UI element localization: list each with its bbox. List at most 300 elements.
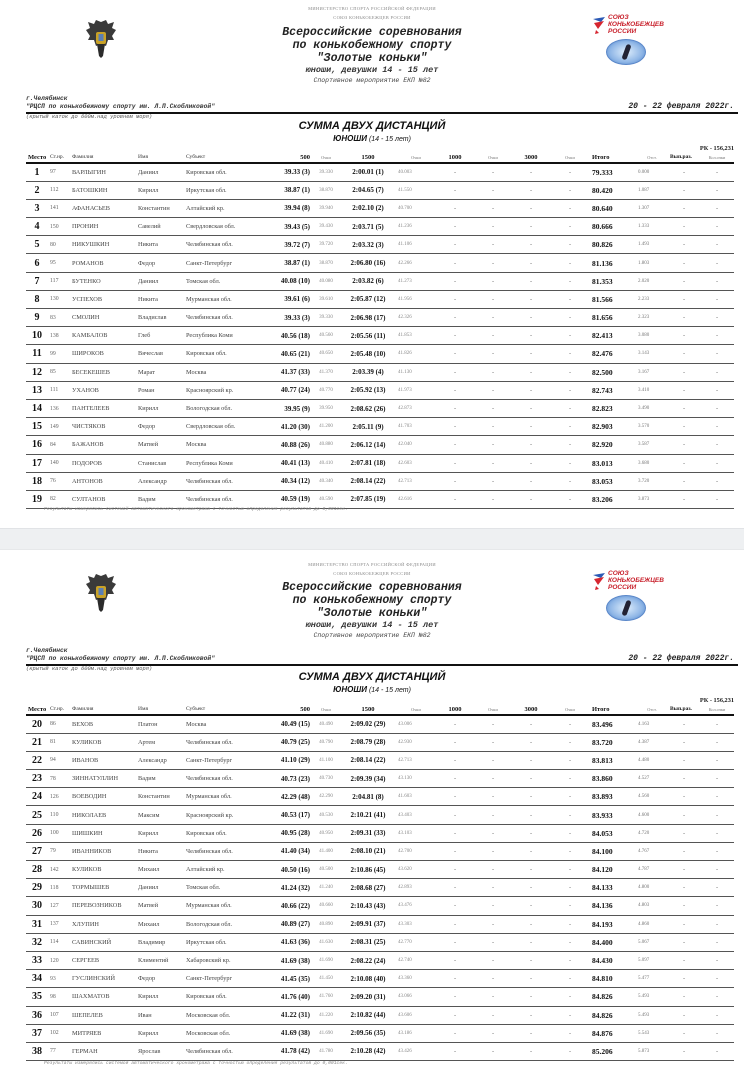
result-1000-cell: - [436, 988, 474, 1006]
event-dates: 20 - 22 февраля 2022г. [628, 654, 734, 663]
points-1000-cell: - [474, 472, 512, 490]
completed-cell: - [668, 1006, 700, 1024]
points-3000-cell: - [550, 290, 590, 308]
fee-cell: - [700, 788, 734, 806]
result-3000-cell: - [512, 1042, 550, 1060]
event-title-line1: Всероссийские соревнования [282, 26, 462, 39]
result-500-cell: 40.89 (27) [266, 915, 312, 933]
venue-name: "РЦСП по конькобежному спорту им. Л.П.Скобликовой" [26, 103, 215, 110]
points-3000-cell: - [550, 236, 590, 254]
header-divider [26, 664, 738, 666]
points-500-cell: 40.340 [312, 472, 340, 490]
result-1500-cell: 2:09.31 (33) [340, 824, 396, 842]
result-500-cell: 40.53 (17) [266, 806, 312, 824]
bib-cell: 78 [48, 770, 70, 788]
section-title: СУММА ДВУХ ДИСТАНЦИЙ [298, 671, 446, 683]
union-line: СОЮЗ КОНЬКОБЕЖЦЕВ РОССИИ [333, 571, 411, 576]
completed-cell: - [668, 254, 700, 272]
fee-cell: - [700, 363, 734, 381]
place-cell: 2 [26, 181, 48, 199]
completed-cell: - [668, 879, 700, 897]
fee-cell: - [700, 751, 734, 769]
result-1000-cell: - [436, 788, 474, 806]
surname-cell: ШИШКИН [70, 824, 136, 842]
skating-union-logo [592, 14, 664, 65]
points-1500-cell: 43.426 [396, 1042, 436, 1060]
place-cell: 36 [26, 1006, 48, 1024]
gap-cell: 4.787 [636, 861, 668, 879]
col-region: Субъект [184, 705, 266, 715]
bib-cell: 97 [48, 163, 70, 181]
result-1500-cell: 2:09.91 (37) [340, 915, 396, 933]
result-1500-cell: 2:05.11 (9) [340, 418, 396, 436]
result-500-cell: 39.94 (8) [266, 199, 312, 217]
points-500-cell: 40.500 [312, 861, 340, 879]
result-500-cell: 41.20 (30) [266, 418, 312, 436]
points-500-cell: 40.950 [312, 824, 340, 842]
completed-cell: - [668, 218, 700, 236]
points-3000-cell: - [550, 751, 590, 769]
result-1500-cell: 2:07.81 (18) [340, 454, 396, 472]
points-1000-cell: - [474, 733, 512, 751]
name-cell: Михаил [136, 915, 184, 933]
fee-cell: - [700, 254, 734, 272]
result-1500-cell: 2:10.86 (45) [340, 861, 396, 879]
skater-flag-icon [592, 571, 606, 591]
place-cell: 3 [26, 199, 48, 217]
points-1500-cell: 41.603 [396, 788, 436, 806]
total-cell: 83.206 [590, 490, 636, 508]
result-3000-cell: - [512, 363, 550, 381]
points-1000-cell: - [474, 490, 512, 508]
bib-cell: 120 [48, 951, 70, 969]
surname-cell: АФАНАСЬЕВ [70, 199, 136, 217]
result-3000-cell: - [512, 345, 550, 363]
points-1500-cell: 42.266 [396, 254, 436, 272]
total-cell: 84.053 [590, 824, 636, 842]
result-1000-cell: - [436, 436, 474, 454]
place-cell: 1 [26, 163, 48, 181]
result-1500-cell: 2:03.71 (5) [340, 218, 396, 236]
name-cell: Глеб [136, 327, 184, 345]
place-cell: 13 [26, 381, 48, 399]
event-title-line3: "Золотые коньки" [316, 52, 428, 65]
points-3000-cell: - [550, 181, 590, 199]
region-cell: Московская обл. [184, 1024, 266, 1042]
col-500: 500 [266, 153, 312, 163]
region-cell: Иркутская обл. [184, 181, 266, 199]
bib-cell: 77 [48, 1042, 70, 1060]
result-1500-cell: 2:02.10 (2) [340, 199, 396, 217]
table-row [26, 824, 734, 842]
bib-cell: 81 [48, 733, 70, 751]
bib-cell: 127 [48, 897, 70, 915]
name-cell: Федор [136, 970, 184, 988]
result-3000-cell: - [512, 988, 550, 1006]
bib-cell: 80 [48, 236, 70, 254]
fee-cell: - [700, 490, 734, 508]
completed-cell: - [668, 915, 700, 933]
union-logo-line3: РОССИИ [608, 28, 637, 35]
bib-cell: 130 [48, 290, 70, 308]
fee-cell: - [700, 472, 734, 490]
result-1000-cell: - [436, 715, 474, 733]
bib-cell: 79 [48, 842, 70, 860]
gap-cell: 4.163 [636, 715, 668, 733]
name-cell: Кирилл [136, 181, 184, 199]
city: г.Челябинск [26, 647, 68, 654]
bib-cell: 149 [48, 418, 70, 436]
result-1000-cell: - [436, 915, 474, 933]
place-cell: 15 [26, 418, 48, 436]
result-500-cell: 39.43 (5) [266, 218, 312, 236]
points-1500-cell: 41.550 [396, 181, 436, 199]
result-500-cell: 41.10 (29) [266, 751, 312, 769]
points-500-cell: 41.370 [312, 363, 340, 381]
surname-cell: ШЕПЕЛЕВ [70, 1006, 136, 1024]
col-points-3000: Очки [550, 153, 590, 163]
result-500-cell: 40.73 (23) [266, 770, 312, 788]
surname-cell: САВИНСКИЙ [70, 933, 136, 951]
table-row [26, 345, 734, 363]
name-cell: Кирилл [136, 399, 184, 417]
table-row [26, 181, 734, 199]
name-cell: Александр [136, 751, 184, 769]
points-500-cell: 39.330 [312, 309, 340, 327]
result-1000-cell: - [436, 970, 474, 988]
event-title-line2: по конькобежному спорту [292, 39, 452, 52]
bib-cell: 137 [48, 915, 70, 933]
bib-cell: 138 [48, 327, 70, 345]
region-cell: Санкт-Петербург [184, 751, 266, 769]
total-cell: 84.193 [590, 915, 636, 933]
gap-cell: 0.000 [636, 163, 668, 181]
place-cell: 33 [26, 951, 48, 969]
total-cell: 83.013 [590, 454, 636, 472]
points-3000-cell: - [550, 254, 590, 272]
region-cell: Томская обл. [184, 272, 266, 290]
table-row [26, 290, 734, 308]
table-row [26, 436, 734, 454]
region-cell: Челябинская обл. [184, 733, 266, 751]
surname-cell: РОМАНОВ [70, 254, 136, 272]
place-cell: 34 [26, 970, 48, 988]
surname-cell: ШИРОКОВ [70, 345, 136, 363]
event-title-line2: по конькобежному спорту [292, 594, 452, 607]
points-1500-cell: 43.606 [396, 1006, 436, 1024]
table-row [26, 861, 734, 879]
points-3000-cell: - [550, 1042, 590, 1060]
fee-cell: - [700, 309, 734, 327]
result-3000-cell: - [512, 163, 550, 181]
total-cell: 84.826 [590, 1006, 636, 1024]
gap-cell: 4.860 [636, 915, 668, 933]
points-1000-cell: - [474, 254, 512, 272]
total-cell: 84.136 [590, 897, 636, 915]
points-500-cell: 39.950 [312, 399, 340, 417]
completed-cell: - [668, 1042, 700, 1060]
total-cell: 82.476 [590, 345, 636, 363]
completed-cell: - [668, 951, 700, 969]
result-1000-cell: - [436, 951, 474, 969]
total-cell: 80.826 [590, 236, 636, 254]
venue-note: (крытый каток до 600м.над уровнем моря) [26, 114, 153, 120]
points-500-cell: 40.890 [312, 915, 340, 933]
name-cell: Константин [136, 199, 184, 217]
total-cell: 82.823 [590, 399, 636, 417]
fee-cell: - [700, 436, 734, 454]
event-code: Спортивное мероприятие ЕКП №82 [313, 77, 431, 84]
result-1000-cell: - [436, 218, 474, 236]
points-1500-cell: 41.273 [396, 272, 436, 290]
fee-cell: - [700, 327, 734, 345]
bib-cell: 150 [48, 218, 70, 236]
name-cell: Климентий [136, 951, 184, 969]
result-1500-cell: 2:10.21 (41) [340, 806, 396, 824]
bib-cell: 117 [48, 272, 70, 290]
completed-cell: - [668, 751, 700, 769]
result-500-cell: 41.76 (40) [266, 988, 312, 1006]
result-500-cell: 39.72 (7) [266, 236, 312, 254]
points-1500-cell: 40.003 [396, 163, 436, 181]
gap-cell: 5.477 [636, 970, 668, 988]
completed-cell: - [668, 897, 700, 915]
points-1000-cell: - [474, 951, 512, 969]
col-bib: Ст.нр. [48, 153, 70, 163]
result-1500-cell: 2:06.98 (17) [340, 309, 396, 327]
points-500-cell: 41.630 [312, 933, 340, 951]
surname-cell: НИКОЛАЕВ [70, 806, 136, 824]
place-cell: 16 [26, 436, 48, 454]
points-500-cell: 40.560 [312, 327, 340, 345]
name-cell: Константин [136, 788, 184, 806]
total-cell: 82.903 [590, 418, 636, 436]
bib-cell: 98 [48, 988, 70, 1006]
result-500-cell: 39.95 (9) [266, 399, 312, 417]
surname-cell: ШАХМАТОВ [70, 988, 136, 1006]
col-points-1500: Очки [396, 153, 436, 163]
place-cell: 4 [26, 218, 48, 236]
footnote: Результаты измерялись системой автоматического хронометража с точностью определения результатов до 0,001сек. [44, 507, 348, 512]
col-1500: 1500 [340, 153, 396, 163]
table-row [26, 327, 734, 345]
points-1000-cell: - [474, 1024, 512, 1042]
points-500-cell: 39.430 [312, 218, 340, 236]
points-1500-cell: 43.103 [396, 824, 436, 842]
table-row [26, 363, 734, 381]
col-1000: 1000 [436, 153, 474, 163]
place-cell: 12 [26, 363, 48, 381]
points-3000-cell: - [550, 733, 590, 751]
points-1500-cell: 43.303 [396, 915, 436, 933]
result-1000-cell: - [436, 824, 474, 842]
bib-cell: 83 [48, 309, 70, 327]
col-surname: Фамилия [70, 705, 136, 715]
region-cell: Московская обл. [184, 1006, 266, 1024]
event-code: Спортивное мероприятие ЕКП №82 [313, 632, 431, 639]
col-name: Имя [136, 705, 184, 715]
gap-cell: 1.803 [636, 254, 668, 272]
result-1500-cell: 2:10.08 (40) [340, 970, 396, 988]
result-1500-cell: 2:03.32 (3) [340, 236, 396, 254]
result-3000-cell: - [512, 933, 550, 951]
name-cell: Владислав [136, 309, 184, 327]
points-500-cell: 39.940 [312, 199, 340, 217]
table-row [26, 418, 734, 436]
table-row [26, 715, 734, 733]
section-age: (14 - 15 лет) [368, 136, 411, 143]
result-1500-cell: 2:08.79 (28) [340, 733, 396, 751]
completed-cell: - [668, 199, 700, 217]
gap-cell: 2.020 [636, 272, 668, 290]
page-separator [0, 528, 744, 550]
surname-cell: ВЕХОВ [70, 715, 136, 733]
gap-cell: 3.680 [636, 454, 668, 472]
points-500-cell: 40.730 [312, 770, 340, 788]
region-cell: Алтайский кр. [184, 199, 266, 217]
place-cell: 17 [26, 454, 48, 472]
col-3000: 3000 [512, 153, 550, 163]
result-3000-cell: - [512, 272, 550, 290]
name-cell: Вячеслав [136, 345, 184, 363]
table-row [26, 472, 734, 490]
points-1000-cell: - [474, 236, 512, 254]
result-1500-cell: 2:03.82 (6) [340, 272, 396, 290]
surname-cell: БАЖАНОВ [70, 436, 136, 454]
completed-cell: - [668, 345, 700, 363]
col-gap: Отст. [636, 705, 668, 715]
result-1500-cell: 2:08.68 (27) [340, 879, 396, 897]
surname-cell: МИТРЯЕВ [70, 1024, 136, 1042]
fee-cell: - [700, 1006, 734, 1024]
col-fee: Кол.очки [700, 153, 734, 163]
col-1500: 1500 [340, 705, 396, 715]
completed-cell: - [668, 733, 700, 751]
result-500-cell: 40.49 (15) [266, 715, 312, 733]
points-500-cell: 41.450 [312, 970, 340, 988]
table-row [26, 751, 734, 769]
surname-cell: ИВАННИКОВ [70, 842, 136, 860]
region-cell: Челябинская обл. [184, 770, 266, 788]
region-cell: Москва [184, 436, 266, 454]
surname-cell: БЕСЕКЕШЕВ [70, 363, 136, 381]
place-cell: 11 [26, 345, 48, 363]
fee-cell: - [700, 418, 734, 436]
name-cell: Федор [136, 254, 184, 272]
place-cell: 25 [26, 806, 48, 824]
result-1500-cell: 2:10.82 (44) [340, 1006, 396, 1024]
points-1000-cell: - [474, 181, 512, 199]
points-1500-cell: 42.713 [396, 751, 436, 769]
fee-cell: - [700, 715, 734, 733]
result-1000-cell: - [436, 199, 474, 217]
region-cell: Республика Коми [184, 454, 266, 472]
place-cell: 8 [26, 290, 48, 308]
result-3000-cell: - [512, 236, 550, 254]
result-3000-cell: - [512, 770, 550, 788]
result-3000-cell: - [512, 490, 550, 508]
points-500-cell: 40.880 [312, 436, 340, 454]
gap-cell: 1.087 [636, 181, 668, 199]
name-cell: Платон [136, 715, 184, 733]
gap-cell: 2.233 [636, 290, 668, 308]
header-divider [26, 112, 738, 114]
result-3000-cell: - [512, 788, 550, 806]
result-500-cell: 42.29 (48) [266, 788, 312, 806]
result-3000-cell: - [512, 1024, 550, 1042]
result-500-cell: 39.33 (3) [266, 309, 312, 327]
result-3000-cell: - [512, 418, 550, 436]
points-1500-cell: 43.620 [396, 861, 436, 879]
surname-cell: ПРОНИН [70, 218, 136, 236]
fee-cell: - [700, 861, 734, 879]
points-3000-cell: - [550, 861, 590, 879]
result-500-cell: 40.95 (28) [266, 824, 312, 842]
points-1500-cell: 42.930 [396, 733, 436, 751]
fee-cell: - [700, 163, 734, 181]
fee-cell: - [700, 1024, 734, 1042]
result-500-cell: 40.41 (13) [266, 454, 312, 472]
surname-cell: УСПЕХОВ [70, 290, 136, 308]
table-row [26, 897, 734, 915]
name-cell: Вадим [136, 770, 184, 788]
result-1500-cell: 2:06.80 (16) [340, 254, 396, 272]
total-cell: 84.876 [590, 1024, 636, 1042]
result-3000-cell: - [512, 970, 550, 988]
surname-cell: ЗИННАТУЛЛИН [70, 770, 136, 788]
table-row [26, 842, 734, 860]
result-500-cell: 40.50 (16) [266, 861, 312, 879]
bib-cell: 136 [48, 399, 70, 417]
result-1500-cell: 2:07.85 (19) [340, 490, 396, 508]
place-cell: 23 [26, 770, 48, 788]
gap-cell: 4.767 [636, 842, 668, 860]
result-1000-cell: - [436, 254, 474, 272]
bib-cell: 111 [48, 381, 70, 399]
points-1000-cell: - [474, 399, 512, 417]
name-cell: Матвей [136, 897, 184, 915]
col-completed: Вып.раз. [668, 705, 700, 715]
gap-cell: 3.410 [636, 381, 668, 399]
points-1000-cell: - [474, 327, 512, 345]
points-1500-cell: 43.476 [396, 897, 436, 915]
points-3000-cell: - [550, 472, 590, 490]
section-subtitle [0, 685, 744, 694]
points-1000-cell: - [474, 879, 512, 897]
points-3000-cell: - [550, 272, 590, 290]
points-500-cell: 40.530 [312, 806, 340, 824]
gap-cell: 5.493 [636, 1006, 668, 1024]
col-completed: Вып.раз. [668, 153, 700, 163]
event-category: юноши, девушки 14 - 15 лет [305, 65, 439, 75]
points-1500-cell: 43.186 [396, 1024, 436, 1042]
place-cell: 38 [26, 1042, 48, 1060]
bib-cell: 85 [48, 363, 70, 381]
region-cell: Челябинская обл. [184, 490, 266, 508]
points-1000-cell: - [474, 806, 512, 824]
region-cell: Челябинская обл. [184, 842, 266, 860]
name-cell: Артем [136, 733, 184, 751]
completed-cell: - [668, 933, 700, 951]
bib-cell: 95 [48, 254, 70, 272]
col-total: Итого [590, 705, 636, 715]
points-3000-cell: - [550, 970, 590, 988]
table-row [26, 879, 734, 897]
points-1000-cell: - [474, 272, 512, 290]
union-logo-line1: СОЮЗ [608, 14, 629, 21]
results-page-2 [0, 550, 744, 1080]
total-cell: 80.666 [590, 218, 636, 236]
